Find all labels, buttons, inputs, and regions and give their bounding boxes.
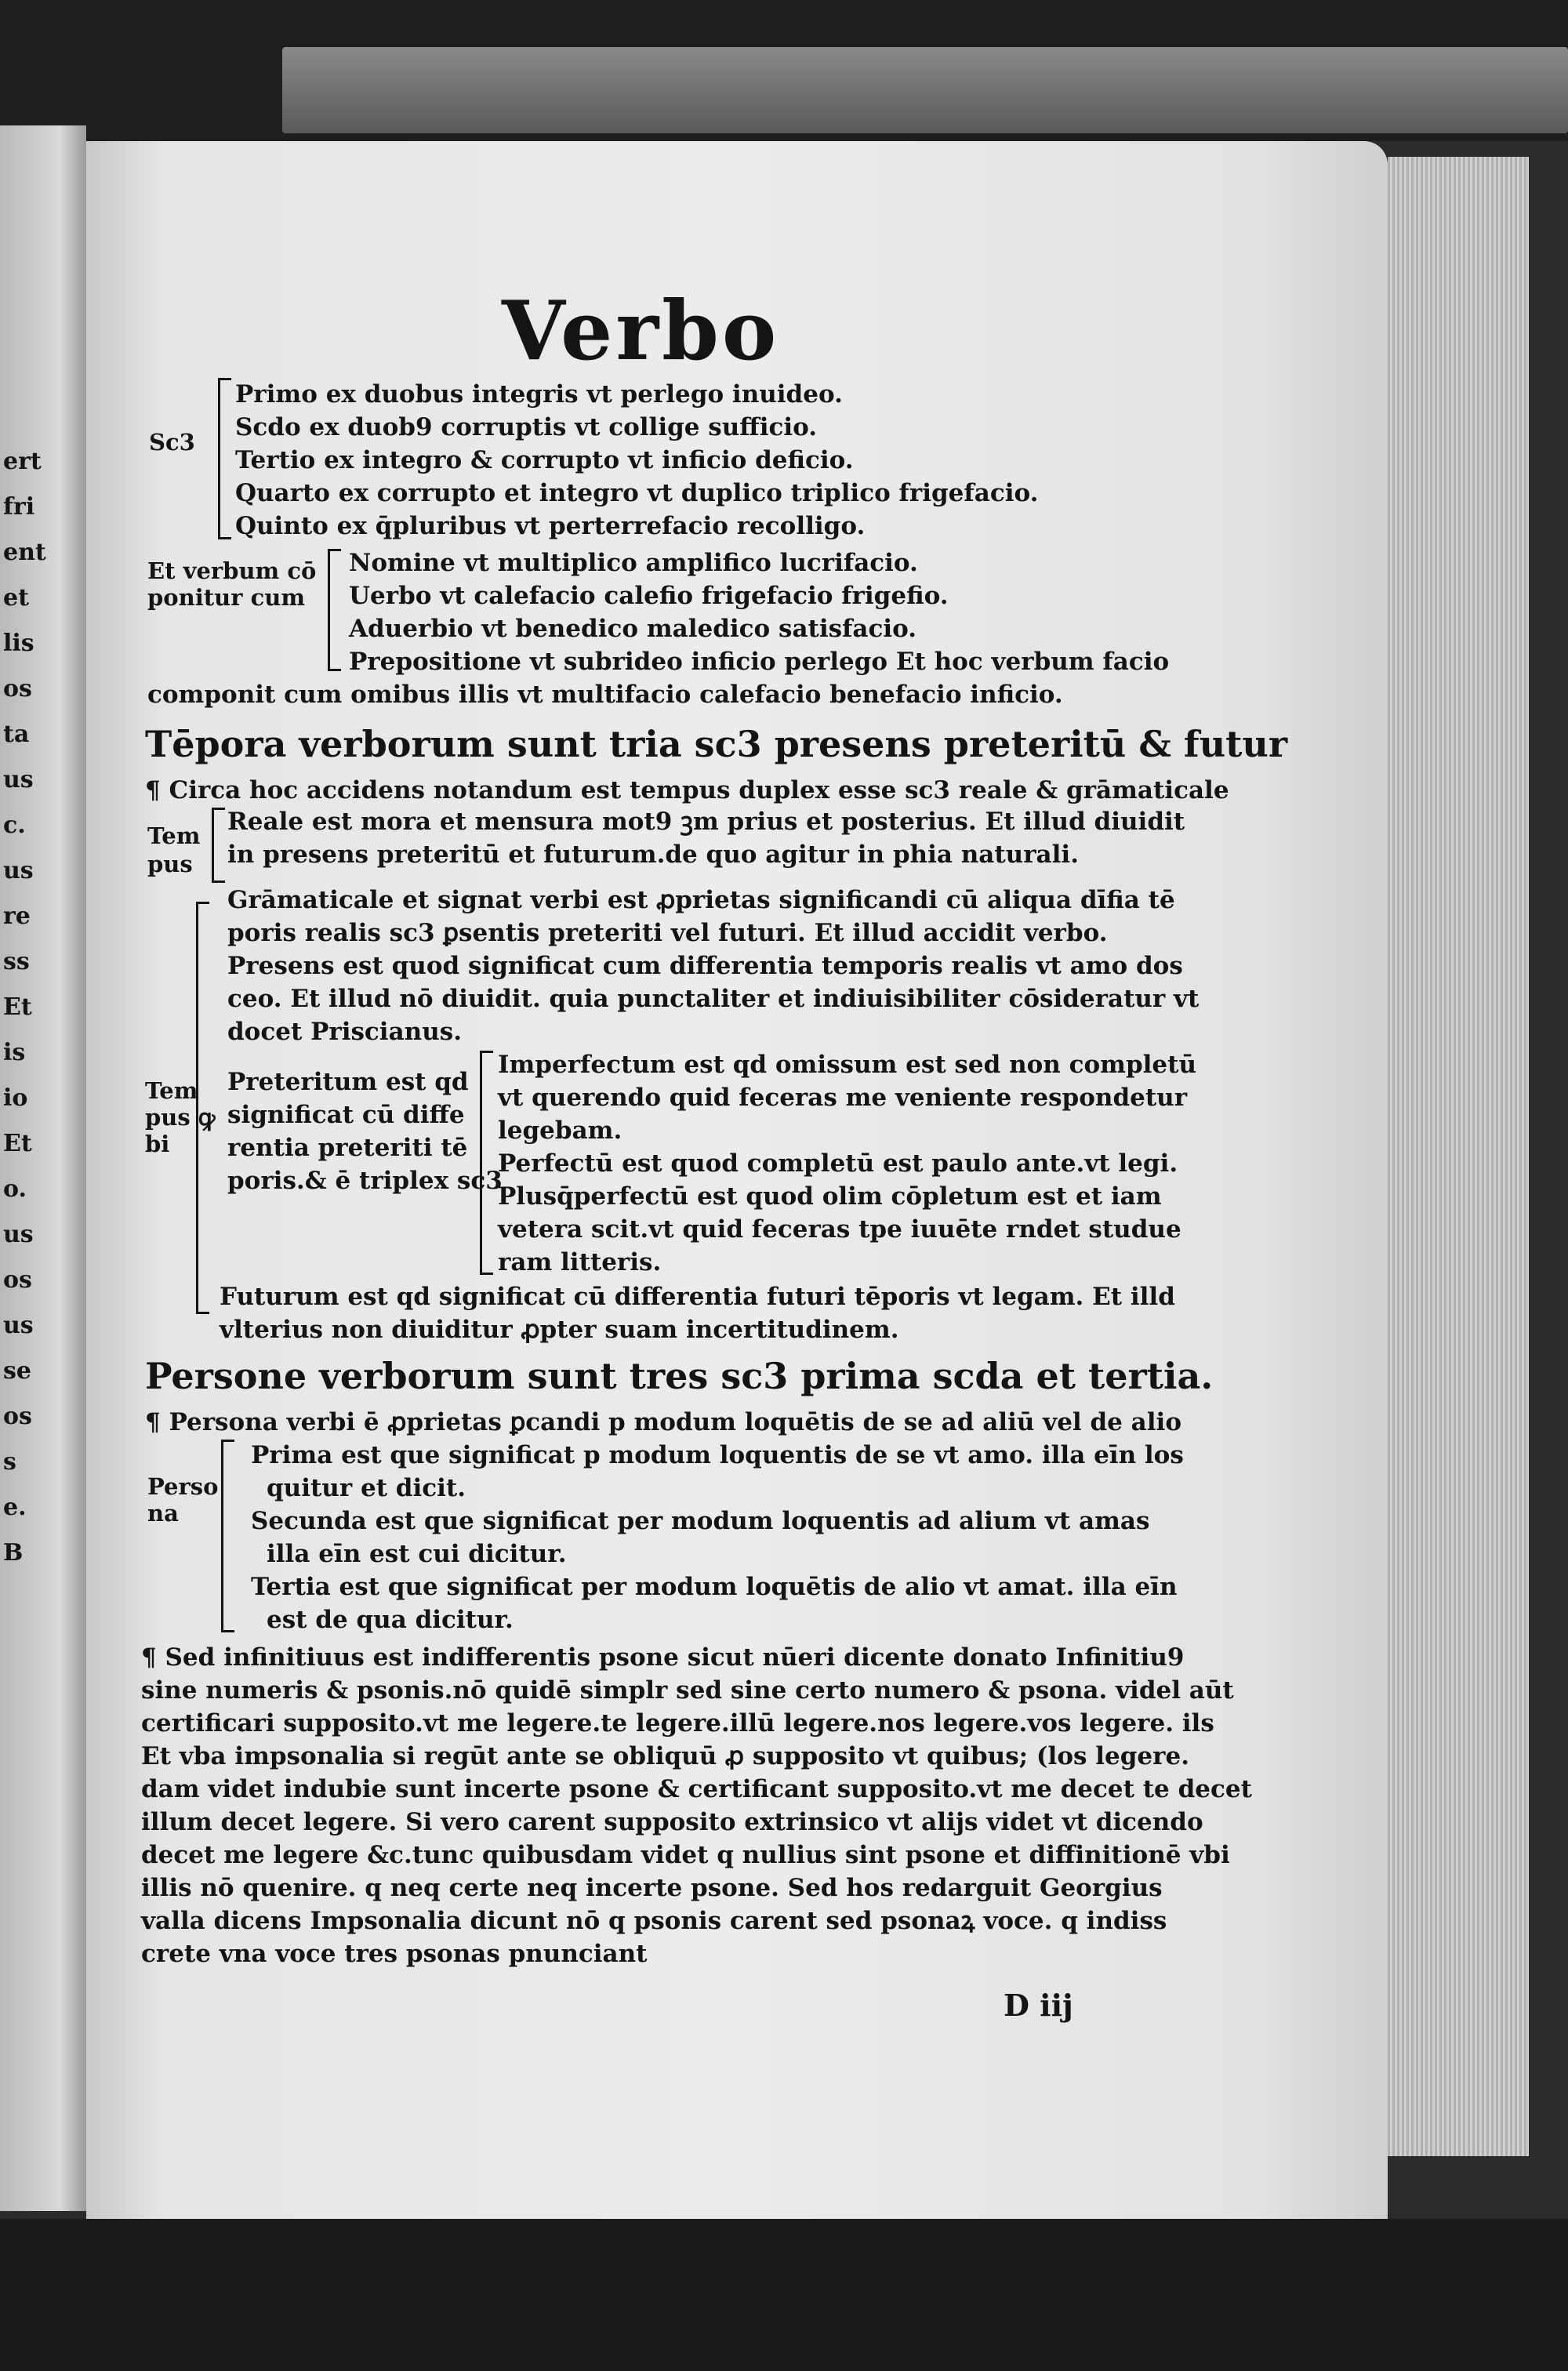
left-page-fragment: ta xyxy=(3,721,30,748)
left-page-edge xyxy=(0,125,86,2211)
persona-line: Prima est que significat p modum loquentis de se vt amo. illa eīn los xyxy=(251,1441,1184,1469)
persona-line: Tertia est que significat per modum loquētis de alio vt amat. illa eīn xyxy=(251,1573,1178,1601)
preteritum-bracket xyxy=(480,1051,493,1275)
left-page-fragment: os xyxy=(3,1266,32,1294)
left-page-fragment: et xyxy=(3,584,29,612)
tempus-line: Presens est quod significat cum differentia temporis realis vt amo dos xyxy=(227,952,1183,980)
persona-bracket xyxy=(221,1440,234,1632)
left-page-fragment: lis xyxy=(3,630,34,657)
block1-line: Quinto ex q̄pluribus vt perterrefacio recolligo. xyxy=(235,512,866,540)
left-page-fragments xyxy=(3,439,82,1576)
section-heading-persone: Persone verborum sunt tres sc3 prima scda et tertia. xyxy=(145,1355,1214,1397)
block1-line: Quarto ex corrupto et integro vt duplico triplico frigefacio. xyxy=(235,479,1039,507)
preteritum-line: significat cū diffe xyxy=(227,1101,465,1129)
left-page-fragment: ert xyxy=(3,448,42,475)
preteritum-line: poris.& ē triplex sc3 xyxy=(227,1167,503,1195)
tempus-bi-label: bi xyxy=(145,1131,170,1157)
tempus-line: poris realis sc3 ꝑsentis preteriti vel futuri. Et illud accidit verbo. xyxy=(227,919,1108,947)
block2-line: Prepositione vt subrideo inficio perlego Et hoc verbum facio xyxy=(349,648,1170,676)
left-page-fragment: re xyxy=(3,902,31,930)
section-heading-tempora: Tēpora verborum sunt tria sc3 presens preteritū & futur xyxy=(145,723,1288,765)
tempus-line: ceo. Et illud nō diuidit. quia punctaliter et indiuisibiliter cōsideratur vt xyxy=(227,985,1200,1013)
final-line: valla dicens Impsonalia dicunt nō q psonis carent sed psonaꝝ voce. q indiss xyxy=(141,1907,1167,1935)
final-line: decet me legere &c.tunc quibusdam videt q nullius sint psone et diffinitionē vbi xyxy=(141,1841,1230,1869)
left-page-fragment: o. xyxy=(3,1175,27,1203)
final-line: certificari supposito.vt me legere.te legere.illū legere.nos legere.vos legere. ils xyxy=(141,1709,1214,1737)
final-line: Et vba impsonalia si regūt ante se obliquū ꝓ supposito vt quibus; (los legere. xyxy=(141,1742,1189,1770)
signature-mark: D iij xyxy=(1004,1988,1073,2023)
block1-line: Tertio ex integro & corrupto vt inficio deficio. xyxy=(235,446,854,474)
tempus-bi-label: Tem xyxy=(145,1077,198,1104)
persona-label: na xyxy=(147,1500,179,1527)
block2-tail: componit cum omibus illis vt multifacio calefacio benefacio inficio. xyxy=(147,681,1063,709)
block1-line: Scdo ex duob9 corruptis vt collige sufficio. xyxy=(235,413,818,441)
left-page-fragment: us xyxy=(3,766,34,793)
persona-line: Secunda est que significat per modum loquentis ad alium vt amas xyxy=(251,1507,1150,1535)
persona-line: est de qua dicitur. xyxy=(267,1606,514,1634)
left-page-fragment: us xyxy=(3,1312,34,1339)
left-page-fragment: e. xyxy=(3,1494,27,1521)
preteritum-type-line: vetera scit.vt quid feceras tpe iuuēte rndet studue xyxy=(498,1215,1181,1244)
left-page-fragment: us xyxy=(3,1221,34,1248)
final-line: illis nō quenire. q neq certe neq incerte psone. Sed hos redarguit Georgius xyxy=(141,1874,1163,1902)
preteritum-line: rentia preteriti tē xyxy=(227,1134,468,1162)
preteritum-type-line: Imperfectum est qd omissum est sed non completū xyxy=(498,1051,1197,1079)
left-page-fragment: se xyxy=(3,1357,31,1385)
left-page-fragment: us xyxy=(3,857,34,884)
block2-label: ponitur cum xyxy=(147,584,306,611)
left-page-fragment: c. xyxy=(3,812,26,839)
preteritum-type-line: Perfectū est quod completū est paulo ante.vt legi. xyxy=(498,1149,1178,1178)
book-binding xyxy=(282,47,1568,133)
left-page-fragment: ss xyxy=(3,948,30,975)
paragraph: ¶ Persona verbi ē ꝓprietas ꝑcandi p modum loquētis de se ad aliū vel de alio xyxy=(145,1408,1181,1436)
block2-line: Uerbo vt calefacio calefio frigefacio frigefio. xyxy=(349,582,949,610)
preteritum-type-line: legebam. xyxy=(498,1117,622,1145)
page-heading: Verbo xyxy=(502,282,780,379)
left-page-fragment: os xyxy=(3,675,32,703)
tempus-label: pus xyxy=(147,851,193,877)
preteritum-type-line: vt querendo quid feceras me veniente respondetur xyxy=(498,1084,1188,1112)
preteritum-type-line: Plusq̄perfectū est quod olim cōpletum est et iam xyxy=(498,1182,1162,1211)
left-page-fragment: is xyxy=(3,1039,26,1066)
tempus-line: Grāmaticale et signat verbi est ꝓprietas significandi cū aliqua dīfia tē xyxy=(227,886,1175,914)
final-line: crete vna voce tres psonas pnunciant xyxy=(141,1940,648,1968)
left-page-fragment: os xyxy=(3,1403,32,1430)
final-line: illum decet legere. Si vero carent supposito extrinsico vt alijs videt vt dicendo xyxy=(141,1808,1203,1836)
block2-line: Aduerbio vt benedico maledico satisfacio. xyxy=(349,615,917,643)
tempus-label: Tem xyxy=(147,822,201,849)
block1-label: Sc3 xyxy=(149,429,195,456)
block2-label: Et verbum cō xyxy=(147,557,317,584)
tempus-line: Reale est mora et mensura mot9 ꝫm prius et posterius. Et illud diuidit xyxy=(227,808,1185,836)
paragraph: ¶ Circa hoc accidens notandum est tempus duplex esse sc3 reale & grāmaticale xyxy=(145,776,1229,804)
preteritum-line: Preteritum est qd xyxy=(227,1068,469,1096)
left-page-fragment: io xyxy=(3,1084,28,1112)
persona-line: quitur et dicit. xyxy=(267,1474,466,1502)
left-page-fragment: ent xyxy=(3,539,46,566)
final-line: dam videt indubie sunt incerte psone & certificant supposito.vt me decet te decet xyxy=(141,1775,1252,1803)
block2-line: Nomine vt multiplico amplifico lucrifacio. xyxy=(349,549,918,577)
final-line: sine numeris & psonis.nō quidē simplr sed sine certo numero & psona. videl aūt xyxy=(141,1676,1234,1705)
block2-bracket xyxy=(328,549,341,671)
left-page-fragment: B xyxy=(3,1539,24,1567)
left-page-fragment: Et xyxy=(3,993,32,1021)
left-page-fragment: Et xyxy=(3,1130,32,1157)
tempus-line: docet Priscianus. xyxy=(227,1018,462,1046)
persona-label: Perso xyxy=(147,1473,219,1500)
persona-line: illa eīn est cui dicitur. xyxy=(267,1540,567,1568)
left-page-fragment: fri xyxy=(3,493,35,521)
block1-line: Primo ex duobus integris vt perlego inuideo. xyxy=(235,380,843,408)
left-page-fragment: s xyxy=(3,1448,16,1476)
futurum-line: vlterius non diuiditur ꝓpter suam incertitudinem. xyxy=(220,1316,899,1344)
tempus-line: in presens preteritū et futurum.de quo agitur in phia naturali. xyxy=(227,841,1079,869)
preteritum-type-line: ram litteris. xyxy=(498,1248,662,1276)
block1-bracket xyxy=(218,378,231,539)
tempus-bracket xyxy=(212,808,225,883)
final-line: ¶ Sed infinitiuus est indifferentis psone sicut nūeri dicente donato Infinitiu9 xyxy=(141,1643,1185,1672)
book-bottom-shadow xyxy=(0,2219,1568,2371)
tempus-bi-label: pus ꝙ xyxy=(145,1104,216,1131)
futurum-line: Futurum est qd significat cū differentia futuri tēporis vt legam. Et illd xyxy=(220,1283,1175,1311)
page-fore-edge xyxy=(1388,157,1529,2156)
